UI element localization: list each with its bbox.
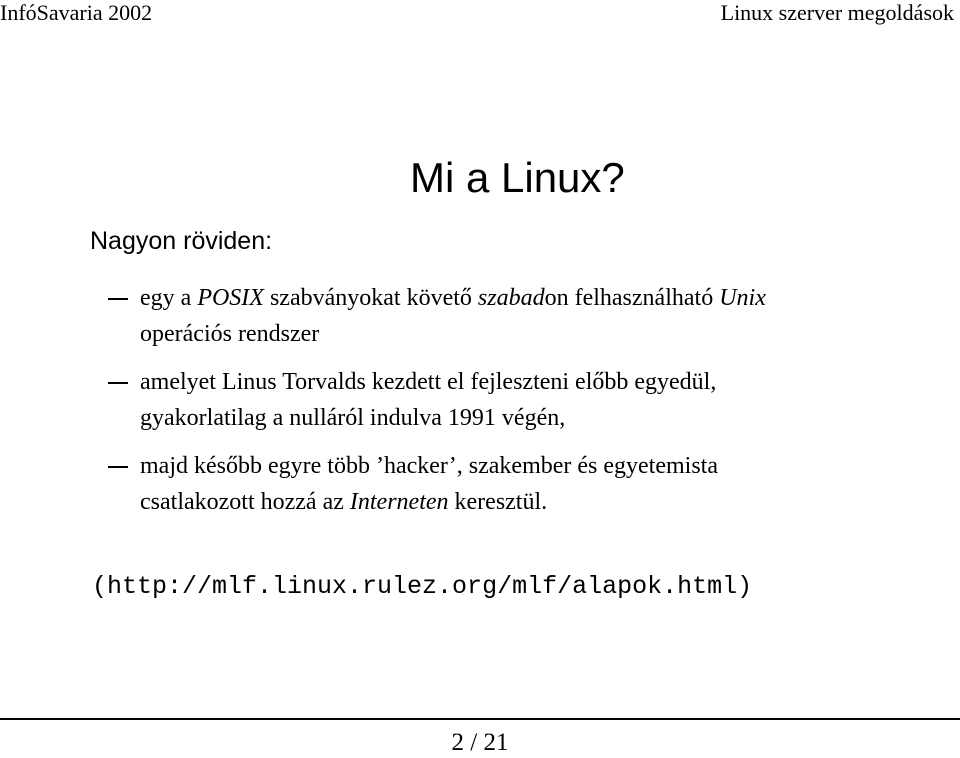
page-number: 2 / 21 (451, 729, 509, 756)
dash-marker (108, 382, 128, 384)
bullet-2-line-1: amelyet Linus Torvalds kezdett el fejleszteni előbb egyedül, (140, 369, 717, 395)
source-url: (http://mlf.linux.rulez.org/mlf/alapok.html) (92, 572, 753, 601)
bullet-item-1 (0, 280, 960, 352)
bullet-3-line-1: majd később egyre több ’hacker’, szakember és egyetemista (140, 453, 718, 479)
bullet-item-3 (0, 448, 960, 520)
bullet-item-2 (0, 364, 960, 436)
szabad-term: szabad (477, 285, 545, 311)
bullet-1-line-2: operációs rendszer (140, 321, 320, 347)
bullet-3-line-2 (140, 484, 960, 520)
dash-marker (108, 298, 128, 300)
bullet-list (0, 280, 960, 532)
slide-title: Mi a Linux? (410, 154, 625, 201)
posix-term: POSIX (197, 285, 264, 311)
bullet-1-line-1 (140, 280, 960, 316)
unix-term: Unix (719, 285, 766, 311)
dash-marker (108, 466, 128, 468)
intro-text: Nagyon röviden: (90, 227, 273, 255)
header-right-title: Linux szerver megoldások (720, 0, 954, 25)
internet-term: Interneten (349, 489, 449, 515)
text-segment: szabványokat követő (263, 285, 478, 311)
text-segment: egy a (140, 285, 198, 311)
bullet-2-line-2: gyakorlatilag a nulláról indulva 1991 végén, (140, 405, 566, 431)
header-left-title: InfóSavaria 2002 (0, 0, 153, 25)
footer-divider (0, 718, 960, 720)
text-segment: on felhasználható (544, 285, 720, 311)
text-segment: keresztül. (448, 489, 548, 515)
text-segment: csatlakozott hozzá az (140, 489, 350, 515)
